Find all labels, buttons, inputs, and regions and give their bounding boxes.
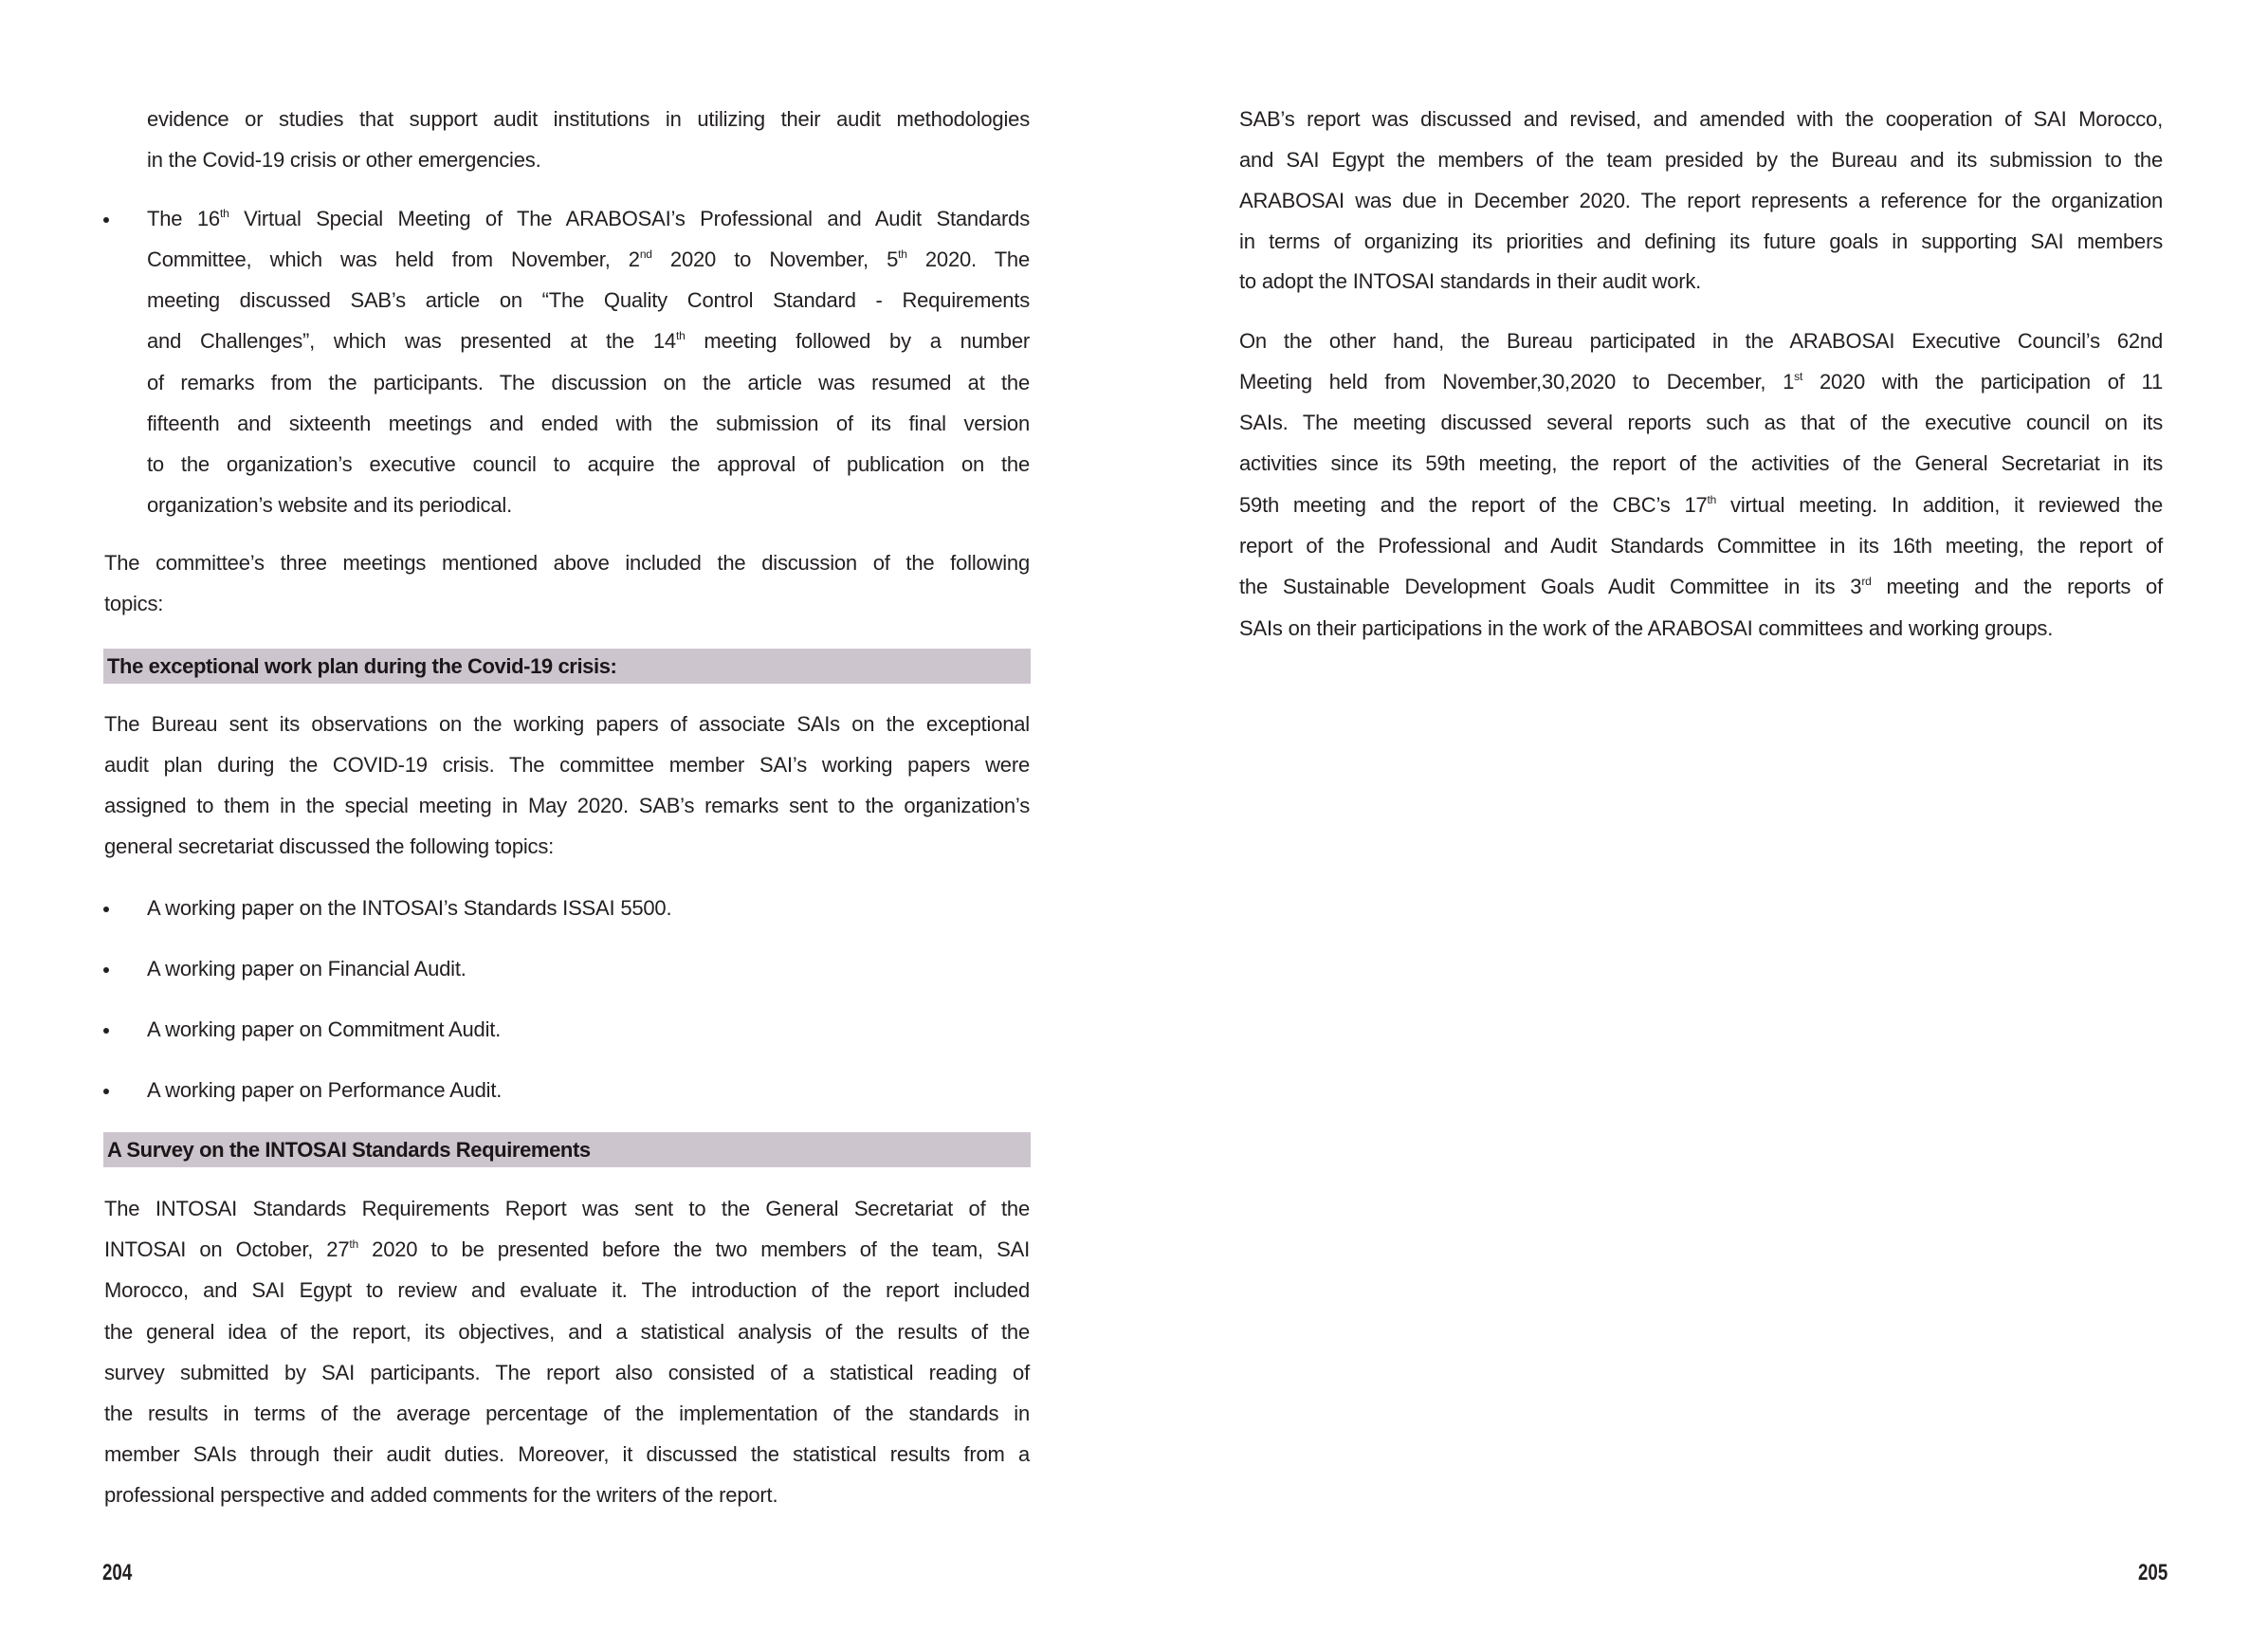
text-run: 59th meeting and the report of the CBC’s 17 [1239,493,1708,517]
text-run: A working paper on Financial Audit. [147,957,466,980]
text-run: report of the Professional and Audit Standards Committee in its 16th meeting, the report of [1239,534,2163,558]
text-line [104,1195,1030,1223]
text-run: INTOSAI on October, 27 [104,1237,350,1261]
text-line [1239,368,2163,396]
text-run: The Bureau sent its observations on the working papers of associate SAIs on the exceptional [104,712,1030,736]
text-run: activities since its 59th meeting, the report of the activities of the General Secretariat in its [1239,451,2163,475]
text-line [104,1400,1030,1428]
text-line [1239,228,2163,256]
text-line [104,590,1030,618]
text-run: SAB’s report was discussed and revised, and amended with the cooperation of SAI Morocco, [1239,107,2163,131]
bullet-icon [103,217,109,223]
text-line [147,146,1030,174]
text-line [1239,449,2163,478]
text-line [104,710,1030,739]
text-line [147,246,1030,274]
text-line [104,751,1030,779]
text-line [1239,327,2163,356]
text-line [147,410,1030,438]
text-line [1239,614,2163,643]
text-line [104,792,1030,820]
text-line [147,105,1030,134]
ordinal-superscript: rd [1861,575,1872,588]
text-run: 2020 with the participation of 11 [1802,370,2163,394]
text-run: The INTOSAI Standards Requirements Report was sent to the General Secretariat of the [104,1197,1030,1220]
text-run: The committee’s three meetings mentioned above included the discussion of the following [104,551,1030,575]
bullet-icon [103,907,109,912]
text-line [1239,532,2163,560]
ordinal-superscript: th [675,329,686,342]
text-run: audit plan during the COVID-19 crisis. The committee member SAI’s working papers were [104,753,1030,777]
text-run: 2020 to November, 5 [651,247,899,271]
text-run: meeting followed by a number [685,329,1030,353]
ordinal-superscript: th [349,1237,358,1251]
text-run: meeting and the reports of [1871,575,2163,598]
text-line [1239,105,2163,134]
text-run: topics: [104,592,164,615]
text-run: meeting discussed SAB’s article on “The Quality Control Standard - Requirements [147,288,1030,312]
text-run: the Sustainable Development Goals Audit Committee in its 3 [1239,575,1862,598]
page-number-right: 205 [2138,1560,2168,1585]
bullet-icon [103,967,109,973]
text-line [104,549,1030,577]
ordinal-superscript: th [1707,493,1717,506]
text-run: virtual meeting. In addition, it reviewed the [1716,493,2163,517]
text-run: A working paper on Commitment Audit. [147,1017,502,1041]
text-run: of remarks from the participants. The discussion on the article was resumed at the [147,371,1030,394]
text-run: and Challenges”, which was presented at the 14 [147,329,676,353]
text-run: in terms of organizing its priorities and defining its future goals in supporting SAI members [1239,229,2163,253]
text-run: evidence or studies that support audit institutions in utilizing their audit methodologies [147,107,1030,131]
text-line [147,450,1030,479]
text-run: fifteenth and sixteenth meetings and ended with the submission of its final version [147,412,1030,435]
section-heading [103,649,1031,684]
ordinal-superscript: th [898,247,907,261]
text-line [104,1276,1030,1305]
text-run: the general idea of the report, its objectives, and a statistical analysis of the results of the [104,1320,1030,1344]
text-line [1239,267,2163,296]
text-line [1239,491,2163,520]
text-line [147,1076,1030,1105]
ordinal-superscript: nd [639,247,652,261]
page-number-left: 204 [102,1560,133,1585]
text-line [1239,409,2163,437]
section-heading-text: A Survey on the INTOSAI Standards Requirements [107,1138,591,1162]
text-run: A working paper on the INTOSAI’s Standards ISSAI 5500. [147,896,672,920]
text-line [1239,573,2163,601]
text-run: member SAIs through their audit duties. Moreover, it discussed the statistical results from a [104,1442,1030,1466]
text-line [104,1318,1030,1347]
text-line [104,1440,1030,1469]
text-run: assigned to them in the special meeting in May 2020. SAB’s remarks sent to the organization’s [104,794,1030,817]
text-line [147,369,1030,397]
text-line [104,1236,1030,1264]
text-line [1239,146,2163,174]
text-run: 2020. The [906,247,1031,271]
text-line [147,205,1030,233]
ordinal-superscript: st [1794,370,1803,383]
bullet-icon [103,1089,109,1094]
bullet-icon [103,1028,109,1034]
text-run: and SAI Egypt the members of the team presided by the Bureau and its submission to the [1239,148,2163,172]
text-line [104,1481,1030,1510]
text-run: in the Covid-19 crisis or other emergencies. [147,148,541,172]
text-line [147,1016,1030,1044]
text-run: Committee, which was held from November, 2 [147,247,640,271]
text-run: survey submitted by SAI participants. The report also consisted of a statistical reading of [104,1361,1030,1384]
text-run: Morocco, and SAI Egypt to review and evaluate it. The introduction of the report included [104,1278,1030,1302]
text-run: Meeting held from November,30,2020 to December, 1 [1239,370,1795,394]
text-run: Virtual Special Meeting of The ARABOSAI’s Professional and Audit Standards [229,207,1030,230]
text-run: ARABOSAI was due in December 2020. The report represents a reference for the organization [1239,189,2163,212]
text-run: 2020 to be presented before the two members of the team, SAI [358,1237,1030,1261]
text-run: The 16 [147,207,220,230]
text-run: the results in terms of the average percentage of the implementation of the standards in [104,1402,1030,1425]
text-run: to adopt the INTOSAI standards in their audit work. [1239,269,1702,293]
text-run: organization’s website and its periodical. [147,493,512,517]
text-run: to the organization’s executive council to acquire the approval of publication on the [147,452,1030,476]
text-line [147,327,1030,356]
ordinal-superscript: th [219,207,229,220]
text-line [147,894,1030,923]
text-line [104,1359,1030,1387]
text-run: SAIs. The meeting discussed several reports such as that of the executive council on its [1239,411,2163,434]
text-run: general secretariat discussed the following topics: [104,834,555,858]
text-line [147,955,1030,983]
text-run: On the other hand, the Bureau participated in the ARABOSAI Executive Council’s 62nd [1239,329,2163,353]
text-line [1239,187,2163,215]
text-line [147,286,1030,315]
text-run: A working paper on Performance Audit. [147,1078,503,1102]
page-right [1134,0,2268,1649]
text-run: SAIs on their participations in the work of the ARABOSAI committees and working groups. [1239,616,2054,640]
section-heading-text: The exceptional work plan during the Covid-19 crisis: [107,654,617,678]
text-line [147,491,1030,520]
section-heading [103,1132,1031,1167]
text-run: professional perspective and added comments for the writers of the report. [104,1483,778,1507]
text-line [104,833,1030,861]
